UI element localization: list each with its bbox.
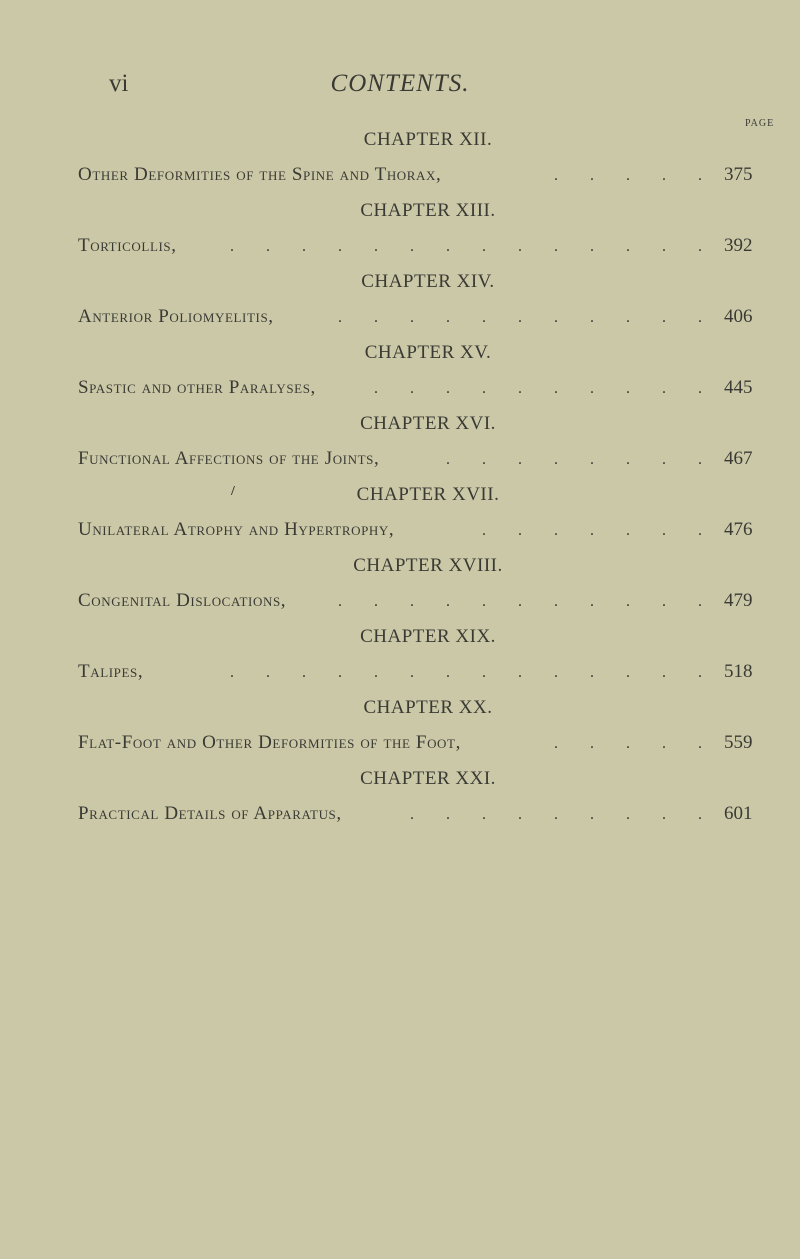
chapter-heading: CHAPTER XVIII.	[353, 555, 503, 576]
chapter-heading: CHAPTER XX.	[363, 697, 493, 718]
toc-entry	[78, 229, 768, 263]
toc-entry	[78, 655, 768, 689]
entry-title: Other Deformities of the Spine and Thorax,	[78, 164, 442, 185]
entry-page-number: 445	[724, 377, 753, 398]
entry-title: Torticollis,	[78, 235, 177, 256]
dot-leader: . . . . .	[554, 167, 716, 184]
toc-entry	[78, 371, 768, 405]
chapter-heading: CHAPTER XIV.	[361, 271, 495, 292]
entry-page-number: 601	[724, 803, 753, 824]
chapter-heading: CHAPTER XIX.	[360, 626, 496, 647]
chapter-entry	[78, 193, 768, 264]
page-number: vi	[109, 70, 129, 97]
entry-page-number: 479	[724, 590, 753, 611]
chapter-heading: CHAPTER XIII.	[360, 200, 496, 221]
dot-leader: . . . . . . . . .	[410, 806, 716, 823]
dot-leader: . . . . . . . . . . .	[338, 593, 716, 610]
entry-title: Functional Affections of the Joints,	[78, 448, 380, 469]
chapter-entry	[78, 761, 768, 832]
chapter-heading: CHAPTER XVI.	[360, 413, 496, 434]
toc-entry	[78, 584, 768, 618]
dot-leader: . . . . . . .	[482, 522, 716, 539]
entry-page-number: 559	[724, 732, 753, 753]
entry-title: Anterior Poliomyelitis,	[78, 306, 274, 327]
entry-page-number: 392	[724, 235, 753, 256]
dot-leader: . . . . . . . . . .	[374, 380, 716, 397]
chapter-heading: CHAPTER XVII.	[356, 484, 500, 505]
chapter-entry	[78, 477, 768, 548]
dot-leader: . . . . . . . . . . .	[338, 309, 716, 326]
dot-leader: . . . . . . . . . . . . . .	[230, 238, 716, 255]
chapter-entry	[78, 122, 768, 193]
running-title: CONTENTS.	[330, 70, 470, 97]
entry-page-number: 476	[724, 519, 753, 540]
entry-title: Congenital Dislocations,	[78, 590, 287, 611]
toc-entry	[78, 513, 768, 547]
toc-entry	[78, 158, 768, 192]
running-head	[0, 70, 800, 106]
stray-ink-mark: /	[231, 484, 235, 499]
toc-entry	[78, 726, 768, 760]
entry-title: Practical Details of Apparatus,	[78, 803, 342, 824]
entry-page-number: 375	[724, 164, 753, 185]
dot-leader: . . . . . . . .	[446, 451, 716, 468]
chapter-entry	[78, 690, 768, 761]
entry-title: Talipes,	[78, 661, 144, 682]
entry-title: Spastic and other Paralyses,	[78, 377, 316, 398]
dot-leader: . . . . . . . . . . . . . .	[230, 664, 716, 681]
toc-entry	[78, 797, 768, 831]
chapter-heading: CHAPTER XXI.	[360, 768, 496, 789]
table-of-contents	[78, 122, 768, 832]
entry-page-number: 467	[724, 448, 753, 469]
page-column-label: PAGE	[745, 118, 775, 129]
chapter-heading: CHAPTER XII.	[363, 129, 493, 150]
chapter-heading: CHAPTER XV.	[364, 342, 492, 363]
entry-page-number: 518	[724, 661, 753, 682]
chapter-entry	[78, 264, 768, 335]
chapter-entry	[78, 335, 768, 406]
entry-page-number: 406	[724, 306, 753, 327]
chapter-entry	[78, 619, 768, 690]
chapter-entry	[78, 548, 768, 619]
entry-title: Flat-Foot and Other Deformities of the Foot,	[78, 732, 461, 753]
dot-leader: . . . . .	[554, 735, 716, 752]
chapter-entry	[78, 406, 768, 477]
toc-entry	[78, 442, 768, 476]
toc-entry	[78, 300, 768, 334]
entry-title: Unilateral Atrophy and Hypertrophy,	[78, 519, 395, 540]
